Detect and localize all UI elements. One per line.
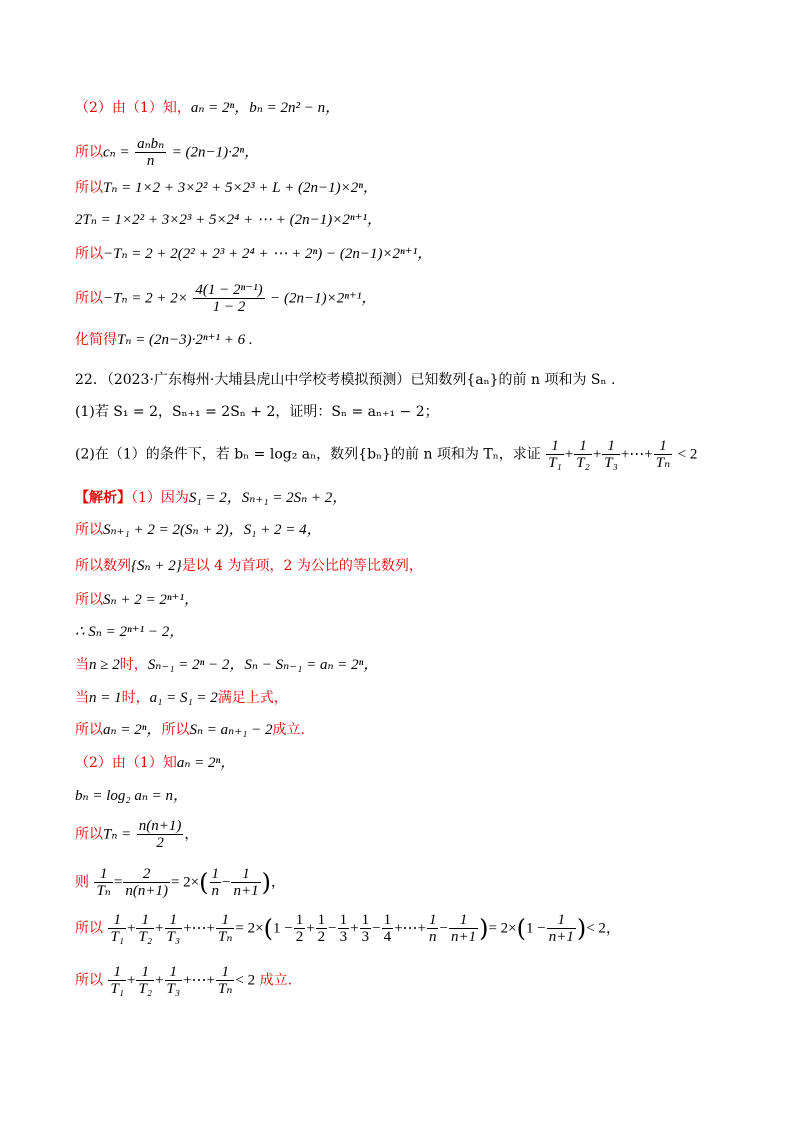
sol2-l13-tail: < 2， [586, 920, 621, 937]
sol2-l1-math: S₁ = 2，Sₙ₊₁ = 2Sₙ + 2， [188, 490, 348, 506]
sol2-l14-num-c: 1 [169, 964, 178, 980]
sol1-line-2 [75, 136, 259, 169]
sol2-l13-frac-a [108, 912, 126, 945]
sol2-l11-math: Tₙ = [103, 826, 132, 843]
sol2-l12-post: ， [270, 874, 285, 891]
sol2-line-2 [75, 520, 322, 540]
sol1-l6-math-a: −Tₙ = 2 + 2× [103, 290, 188, 307]
sol2-l12-eq: = [113, 874, 123, 891]
sol2-l13-num-b: 1 [141, 912, 150, 928]
sol1-l1-math: aₙ = 2ⁿ，bₙ = 2n² − n， [190, 100, 341, 116]
sol2-l8-pre: 所以 [75, 722, 103, 738]
sol1-line-4 [75, 210, 382, 230]
sol1-l7-math: Tₙ = (2n−3)·2ⁿ⁺¹ + 6 . [117, 332, 253, 348]
sol2-l14-pre: 所以 [75, 972, 103, 989]
sol2-l12-mid: = 2× [170, 874, 200, 891]
sol2-l7-math-b: a₁ = S₁ = 2 [149, 690, 218, 706]
sol1-line-7 [75, 330, 253, 350]
sol1-l2-fraction [135, 136, 166, 169]
sol2-l8-math-a: aₙ = 2ⁿ， [103, 722, 162, 738]
problem-l3-post: < 2 [677, 446, 698, 463]
sol2-line-6 [75, 655, 378, 675]
sol2-l6-math-b: Sₙ₋₁ = 2ⁿ − 2，Sₙ − Sₙ₋₁ = aₙ = 2ⁿ， [147, 657, 379, 673]
sol2-l13-den-d: Tₙ [218, 929, 233, 945]
sol2-l13-den-a: T₁ [110, 929, 125, 945]
sol2-l6-math-a: n ≥ 2 [89, 657, 120, 673]
sol2-l13-den-b: T₂ [138, 929, 153, 945]
sol2-l12-num1: 1 [99, 866, 108, 882]
sol2-l14-den-a: T₁ [110, 981, 125, 997]
sol2-line-7 [75, 688, 288, 708]
sol1-l2-math-a: cₙ = [103, 144, 130, 161]
sol2-line-1 [75, 488, 347, 508]
sol2-l1-pre: （1）因为 [131, 490, 189, 506]
tel-2: $\frac{1}{2}$ [317, 912, 326, 945]
sol2-l12-num2: 2 [142, 866, 151, 882]
tel-8: $\frac{1}{n+1}$ [548, 912, 574, 945]
sol2-l13-num-d: 1 [221, 912, 229, 928]
sol2-l7-mid: 时， [121, 690, 150, 706]
sol1-line-1 [75, 98, 340, 118]
sol2-l14-num-a: 1 [113, 964, 121, 980]
sol2-line-3 [75, 556, 423, 576]
problem-frac-4-den: Tₙ [655, 455, 671, 471]
problem-frac-2-num: 1 [579, 438, 587, 454]
sol2-l4-math: Sₙ + 2 = 2ⁿ⁺¹， [103, 592, 199, 608]
sol1-line-6 [75, 282, 376, 315]
sol2-l12-frac-1 [94, 866, 112, 899]
sol2-l13-num-a: 1 [113, 912, 121, 928]
tel-4: $\frac{1}{3}$ [361, 912, 370, 945]
problem-frac-3-den: T₃ [604, 455, 618, 471]
sol2-l8-math-b: Sₙ = aₙ₊₁ − 2 [189, 722, 273, 738]
sol2-l12-den4: n+1 [233, 883, 259, 899]
tel-1: $\frac{1}{2}$ [295, 912, 304, 945]
problem-l3-pre: (2)在（1）的条件下，若 bₙ = log₂ aₙ，数列{bₙ}的前 n 项和为 Tₙ，求证 [75, 446, 541, 463]
problem-22-part-1 [75, 402, 439, 422]
sol2-l12-frac-2 [123, 866, 170, 899]
sol2-line-12: 则 $\frac{1}{\text{Tₙ}}$ = $\frac{2}{n(n+1)}$ = 2×( $\frac{1}{n}$ − $\frac{1}{n+1}$ )， [75, 866, 285, 899]
problem-l3-frac-4 [654, 438, 672, 471]
sol1-l1-pre: （2）由（1）知， [75, 100, 191, 116]
sol2-l14-num-b: 1 [141, 964, 150, 980]
sol2-l3-math: {Sₙ + 2} [131, 558, 182, 574]
sol2-l11-den: 2 [137, 834, 184, 851]
problem-l2-text: (1)若 S₁ = 2，Sₙ₊₁ = 2Sₙ + 2，证明：Sₙ = aₙ₊₁ − 2； [75, 404, 439, 420]
sol2-l3-post: 是以 4 为首项，2 为公比的等比数列， [181, 558, 423, 574]
sol2-line-8 [75, 720, 305, 740]
sol2-l6-pre: 当 [75, 657, 89, 673]
sol2-line-9 [75, 753, 235, 773]
sol2-l3-pre: 所以数列 [75, 558, 131, 574]
sol2-l11-fraction [137, 818, 184, 851]
sol2-l12-den3: n [211, 883, 220, 899]
sol2-l2-pre: 所以 [75, 522, 103, 538]
sol2-l8-post: 成立. [272, 722, 305, 738]
sol2-l12-num3: 1 [211, 866, 220, 882]
sol2-l6-mid: 时， [119, 657, 148, 673]
sol2-l7-pre: 当 [75, 690, 89, 706]
sol1-l6-fraction [193, 282, 264, 315]
sol2-l12-den1: Tₙ [96, 883, 111, 899]
sol2-l14-num-d: 1 [221, 964, 229, 980]
problem-l3-frac-3 [602, 438, 620, 471]
tel-5: $\frac{1}{4}$ [383, 912, 392, 945]
sol2-l13-den-c: T₃ [166, 929, 181, 945]
sol2-l2-math: Sₙ₊₁ + 2 = 2(Sₙ + 2)，S₁ + 2 = 4， [103, 522, 322, 538]
sol2-l5-math: ∴ Sₙ = 2ⁿ⁺¹ − 2， [75, 624, 185, 640]
sol1-l6-den: 1 − 2 [193, 298, 264, 315]
sol1-l4-math: 2Tₙ = 1×2² + 3×2³ + 5×2⁴ + ⋯ + (2n−1)×2ⁿ⁺¹， [75, 212, 382, 228]
sol2-l9-pre: （2）由（1）知 [75, 755, 177, 771]
sol2-line-14: 所以 $\frac{1}{\text{T₁}}$ + $\frac{1}{\text{T₂}}$ + $\frac{1}{\text{T₃}}$ +⋯+ $\frac{1}{\text{Tₙ}}$ < 2 成立. [75, 964, 293, 997]
sol2-l14-frac-c [165, 964, 183, 997]
sol1-l2-pre: 所以 [75, 144, 103, 161]
analysis-tag: 【解析】 [75, 490, 131, 506]
tel-3: $\frac{1}{3}$ [339, 912, 348, 945]
sol2-l14-frac-a [108, 964, 126, 997]
sol1-l2-den: n [135, 152, 166, 169]
sol2-l13-frac-c [165, 912, 183, 945]
sol2-l13-frac-d [216, 912, 234, 945]
sol1-line-3 [75, 178, 378, 198]
problem-l1-text: 22．（2023·广东梅州·大埔县虎山中学校考模拟预测）已知数列{aₙ}的前 n 项和为 Sₙ . [75, 372, 616, 388]
problem-frac-1-num: 1 [551, 438, 559, 454]
sol2-l14-den-d: Tₙ [218, 981, 233, 997]
sol2-l13-num-c: 1 [169, 912, 178, 928]
sol2-line-4 [75, 590, 199, 610]
sol2-l12-pre: 则 [75, 874, 89, 891]
sol2-l13-pre: 所以 [75, 920, 103, 937]
tel-6: $\frac{1}{n}$ [428, 912, 437, 945]
sol2-line-5 [75, 622, 184, 642]
sol2-l4-pre: 所以 [75, 592, 103, 608]
sol2-l14-den-b: T₂ [138, 981, 153, 997]
problem-l3-frac-2 [574, 438, 592, 471]
sol2-line-11 [75, 818, 198, 851]
sol1-l2-num: aₙbₙ [137, 136, 165, 152]
sol1-l6-math-b: − (2n−1)×2ⁿ⁺¹， [270, 290, 377, 307]
problem-22-statement [75, 370, 615, 390]
sol2-l14-den-c: T₃ [166, 981, 181, 997]
sol2-l12-den2: n(n+1) [125, 883, 168, 899]
sol1-l3-math: Tₙ = 1×2 + 3×2² + 5×2³ + L + (2n−1)×2ⁿ， [103, 180, 378, 196]
sol2-l12-frac-3 [210, 866, 222, 899]
sol1-l5-pre: 所以 [75, 246, 103, 262]
sol2-l14-post: 成立. [259, 972, 293, 989]
sol2-l12-num4: 1 [242, 866, 250, 882]
problem-frac-2-den: T₂ [576, 455, 590, 471]
sol2-line-10 [75, 786, 188, 806]
sol2-l10-math: bₙ = log₂ aₙ = n， [75, 788, 189, 804]
sol2-l11-post: ， [184, 826, 199, 843]
sol1-l6-pre: 所以 [75, 290, 103, 307]
sol2-l11-num: n(n+1) [138, 818, 182, 834]
sol1-l5-math: −Tₙ = 2 + 2(2² + 2³ + 2⁴ + ⋯ + 2ⁿ) − (2n−1)×2ⁿ⁺¹， [103, 246, 433, 262]
sol1-l7-pre: 化简得 [75, 332, 117, 348]
problem-frac-3-num: 1 [607, 438, 615, 454]
problem-l3-frac-1 [546, 438, 564, 471]
problem-22-part-2: (2)在（1）的条件下，若 bₙ = log₂ aₙ，数列{bₙ}的前 n 项和为 Tₙ，求证 $\frac{1}{\text{T₁}}$ + $\frac{1}{\text{T₂}}$ + $\frac{1}{\text{T₃}}$ +⋯+ $\frac{1}{\text{Tₙ}}$ < 2 [75, 438, 698, 471]
sol2-l8-mid: 所以 [161, 722, 190, 738]
sol2-l14-frac-d [216, 964, 234, 997]
problem-frac-4-num: 1 [659, 438, 667, 454]
sol2-line-13: 所以 $\frac{1}{\text{T₁}}$ + $\frac{1}{\text{T₂}}$ + $\frac{1}{\text{T₃}}$ +⋯+ $\frac{1}{\text{Tₙ}}$ = 2×(1 − $\frac{1}{2}$ + $\frac{1}{2}$ − $\frac{1}{3}$ + $\frac{1}{3}$ − $\frac{1}{4}$ +⋯+ $\frac{1}{n}$ − $\frac{1}{n+1}$ )= 2×(1 − $\frac{1}{n+1}$ )< 2， [75, 912, 621, 945]
sol2-l11-pre: 所以 [75, 826, 103, 843]
tel-7: $\frac{1}{n+1}$ [450, 912, 477, 945]
sol2-l9-math: aₙ = 2ⁿ， [176, 755, 236, 771]
problem-frac-1-den: T₁ [548, 455, 562, 471]
sol2-l13-frac-b [136, 912, 154, 945]
sol1-l6-num: 4(1 − 2ⁿ⁻¹) [195, 282, 263, 298]
sol1-l2-math-b: = (2n−1)·2ⁿ， [171, 144, 260, 161]
sol2-l7-math-a: n = 1 [89, 690, 122, 706]
sol2-l7-post: 满足上式， [217, 690, 288, 706]
sol2-l12-frac-4 [231, 866, 260, 899]
sol1-l3-pre: 所以 [75, 180, 103, 196]
sol2-l14-frac-b [136, 964, 154, 997]
sol1-line-5 [75, 244, 432, 264]
